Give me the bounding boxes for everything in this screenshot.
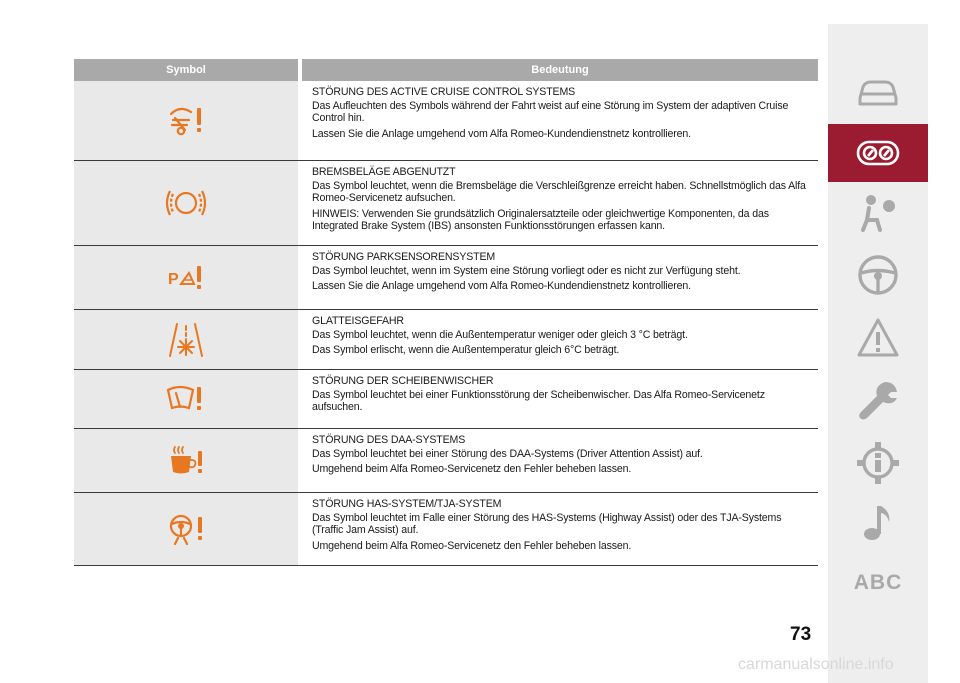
page-number: 73 bbox=[790, 624, 812, 645]
table-row bbox=[74, 310, 818, 370]
brake-pad-wear-icon bbox=[165, 182, 207, 224]
table-row bbox=[74, 429, 818, 493]
info-gear-icon bbox=[855, 440, 901, 486]
svg-text:P: P bbox=[168, 270, 179, 288]
header-symbol: Symbol bbox=[166, 64, 206, 76]
table-row bbox=[74, 493, 818, 566]
table-header bbox=[74, 59, 818, 81]
header-meaning: Bedeutung bbox=[531, 64, 589, 76]
row-title: STÖRUNG DER SCHEIBENWISCHER bbox=[312, 375, 494, 387]
description-cell bbox=[298, 246, 818, 309]
ice-road-icon bbox=[165, 319, 207, 361]
description-cell bbox=[298, 161, 818, 245]
symbol-cell bbox=[74, 370, 298, 428]
row-paragraph: Das Symbol leuchtet bei einer Funktionsstörung der Scheibenwischer. Das Alfa Romeo-Servicenetz aufsuchen. bbox=[312, 388, 765, 413]
daa-failure-icon bbox=[165, 440, 207, 482]
row-paragraph: Das Symbol erlischt, wenn die Außentemperatur gleich 6°C beträgt. bbox=[312, 344, 620, 356]
sidebar-item-technical-data[interactable] bbox=[828, 434, 928, 492]
row-title: STÖRUNG PARKSENSORENSYSTEM bbox=[312, 251, 496, 263]
symbol-cell bbox=[74, 81, 298, 160]
symbol-cell bbox=[74, 493, 298, 565]
sidebar-item-safety[interactable] bbox=[828, 184, 928, 242]
sidebar-abc-label: ABC bbox=[853, 571, 903, 594]
row-paragraph: Das Symbol leuchtet bei einer Störung des DAA-Systems (Driver Attention Assist) auf. bbox=[312, 447, 703, 460]
row-title: STÖRUNG HAS-SYSTEM/TJA-SYSTEM bbox=[312, 498, 502, 510]
row-title: GLATTEISGEFAHR bbox=[312, 315, 404, 327]
symbol-cell bbox=[74, 161, 298, 245]
row-title: BREMSBELÄGE ABGENUTZT bbox=[312, 166, 456, 178]
description-cell bbox=[298, 493, 818, 565]
sidebar-item-vehicle[interactable] bbox=[828, 64, 928, 122]
description-cell bbox=[298, 310, 818, 369]
wrench-icon bbox=[855, 378, 901, 424]
row-paragraph: Lassen Sie die Anlage umgehend vom Alfa Romeo-Kundendienstnetz kontrollieren. bbox=[312, 127, 691, 140]
table-row bbox=[74, 246, 818, 310]
table-row bbox=[74, 161, 818, 246]
car-icon bbox=[855, 70, 901, 116]
airbag-passenger-icon bbox=[855, 190, 901, 236]
instrument-panel-icon bbox=[855, 130, 901, 176]
sidebar-item-emergency[interactable] bbox=[828, 309, 928, 367]
chapter-sidebar bbox=[828, 24, 928, 683]
description-cell bbox=[298, 429, 818, 492]
music-note-icon bbox=[855, 500, 901, 546]
watermark: carmanualsonline.info bbox=[738, 656, 894, 673]
symbol-cell bbox=[74, 246, 298, 309]
row-paragraph: HINWEIS: Verwenden Sie grundsätzlich Originalersatzteile oder gleichwertige Komponenten, da das Integrated Brake System (IBS) ansonsten Funktionsstörungen erfassen kann. bbox=[312, 207, 769, 232]
row-paragraph: Das Symbol leuchtet, wenn im System eine Störung vorliegt oder es nicht zur Verfügung steht. bbox=[312, 264, 741, 277]
sidebar-item-index[interactable] bbox=[828, 554, 928, 612]
warning-triangle-icon bbox=[855, 315, 901, 361]
row-paragraph: Das Symbol leuchtet, wenn die Bremsbeläge die Verschleißgrenze erreicht haben. Schnellstmöglich das Alfa Romeo-Servicenetz aufsuchen. bbox=[312, 179, 806, 204]
symbol-cell bbox=[74, 429, 298, 492]
has-tja-failure-icon bbox=[165, 508, 207, 550]
acc-failure-icon bbox=[165, 100, 207, 142]
row-paragraph: Umgehend beim Alfa Romeo-Servicenetz den Fehler beheben lassen. bbox=[312, 463, 632, 475]
row-paragraph: Umgehend beim Alfa Romeo-Servicenetz den Fehler beheben lassen. bbox=[312, 539, 632, 552]
description-cell bbox=[298, 81, 818, 160]
wiper-failure-icon bbox=[165, 378, 207, 420]
row-paragraph: Das Symbol leuchtet, wenn die Außentemperatur weniger oder gleich 3 °C beträgt. bbox=[312, 328, 688, 341]
row-paragraph: Lassen Sie die Anlage umgehend vom Alfa Romeo-Kundendienstnetz kontrollieren. bbox=[312, 280, 691, 292]
sidebar-item-multimedia[interactable] bbox=[828, 494, 928, 552]
row-title: STÖRUNG DES ACTIVE CRUISE CONTROL SYSTEMS bbox=[312, 86, 576, 98]
row-title: STÖRUNG DES DAA-SYSTEMS bbox=[312, 434, 466, 446]
park-sensor-failure-icon bbox=[165, 257, 207, 299]
sidebar-item-maintenance[interactable] bbox=[828, 372, 928, 430]
table-row bbox=[74, 370, 818, 429]
steering-wheel-icon bbox=[855, 252, 901, 298]
warning-lights-table bbox=[74, 59, 818, 566]
row-paragraph: Das Symbol leuchtet im Falle einer Störung des HAS-Systems (Highway Assist) oder des TJA-Systems (Traffic Jam Assist) auf. bbox=[312, 511, 782, 536]
symbol-cell bbox=[74, 310, 298, 369]
sidebar-item-instrument-panel[interactable] bbox=[828, 124, 928, 182]
table-row bbox=[74, 81, 818, 161]
description-cell bbox=[298, 370, 818, 428]
row-paragraph: Das Aufleuchten des Symbols während der Fahrt weist auf eine Störung im System der adaptiven Cruise Control hin. bbox=[312, 99, 789, 124]
sidebar-item-driving[interactable] bbox=[828, 246, 928, 304]
